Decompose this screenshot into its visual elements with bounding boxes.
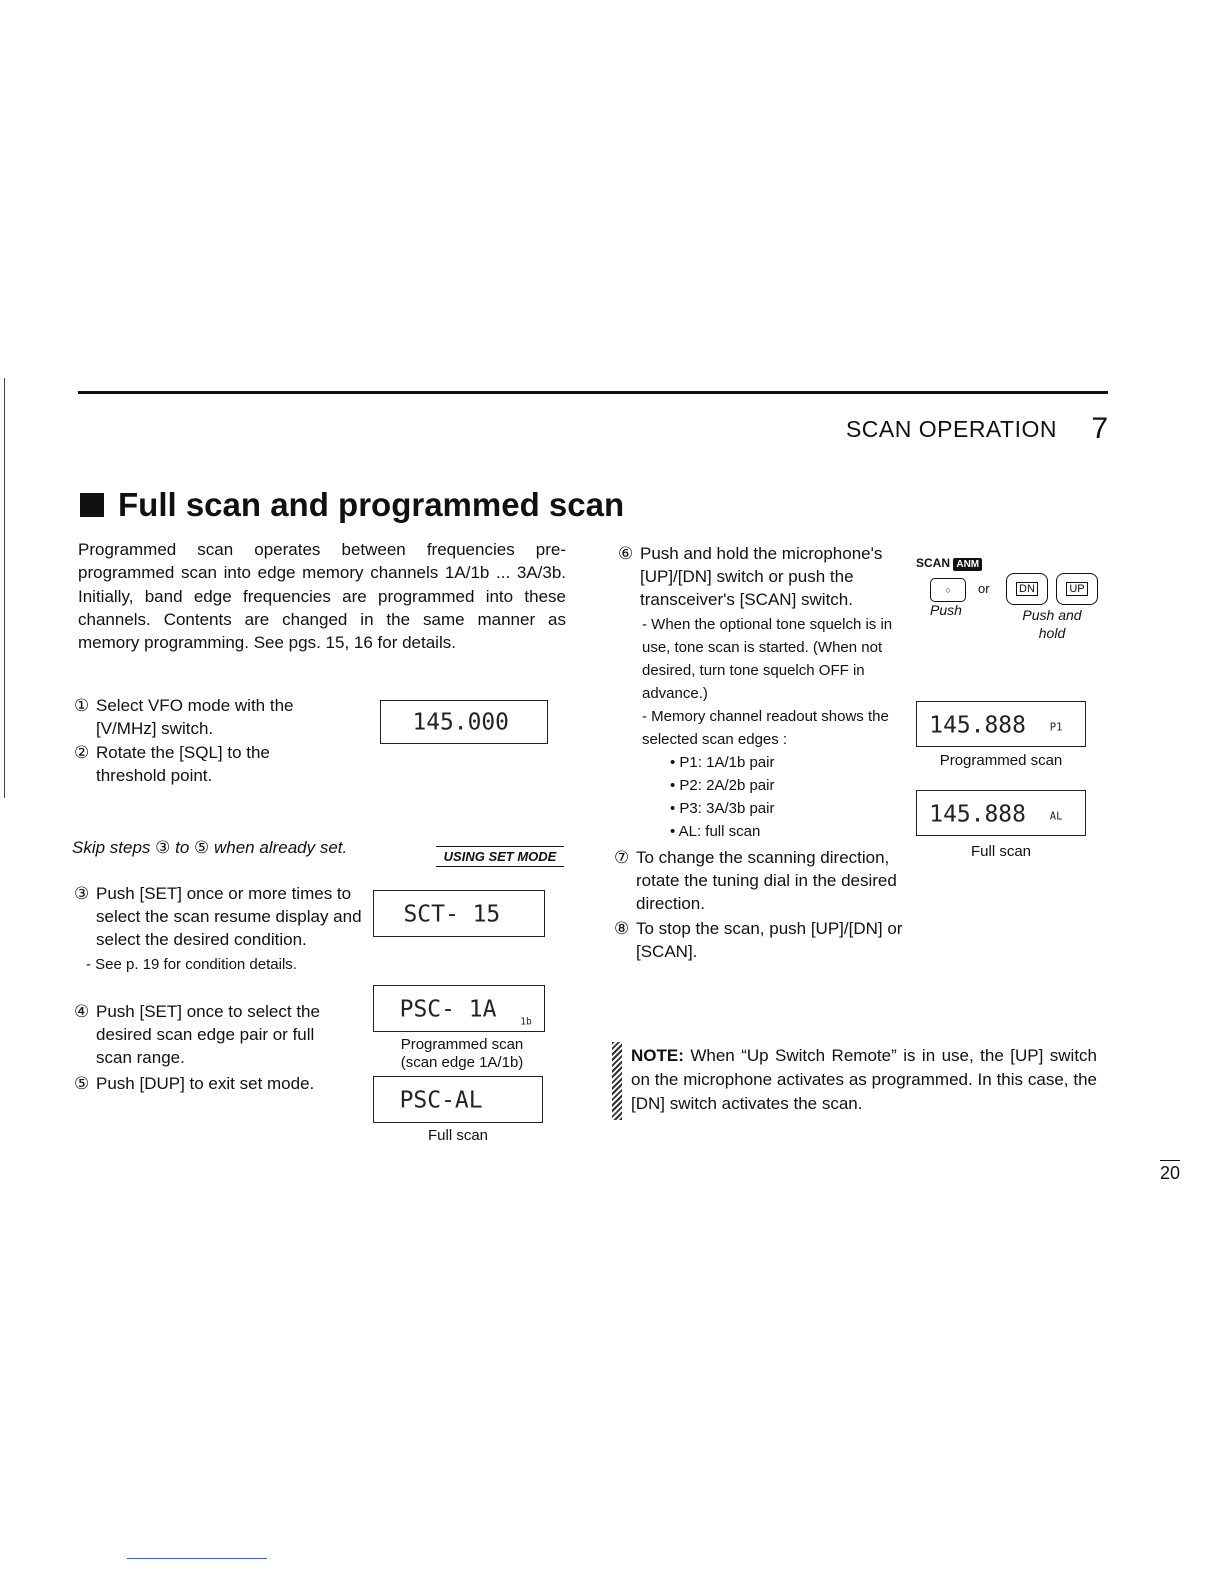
- section-header: SCAN OPERATION: [845, 416, 1057, 442]
- skip-note: Skip steps ③ to ⑤ when already set.: [72, 838, 348, 857]
- push-hold-line: hold: [1038, 625, 1066, 641]
- lcd-svg: [381, 701, 547, 743]
- note-text: When “Up Switch Remote” is in use, the [UP] switch on the microphone activates as programmed. In this case, the [DN] switch activates the scan.: [631, 1046, 1097, 1113]
- edge-pair-p3: • P3: 3A/3b pair: [670, 800, 775, 817]
- push-label: Push: [930, 602, 962, 618]
- lcd-svg: [374, 1077, 542, 1122]
- lcd-reading: 145.000: [412, 709, 509, 736]
- lcd-reading: 145.888: [929, 712, 1026, 739]
- step-3: [74, 882, 364, 976]
- step-number: ②: [74, 743, 90, 762]
- step-6-subnote-tone: - When the optional tone squelch is in use, tone scan is started. (When not desired, turn tone squelch OFF in advance.): [642, 616, 893, 702]
- step-number: ⑤: [74, 1074, 90, 1093]
- section-title: [80, 486, 624, 524]
- step-1: [74, 694, 354, 740]
- scan-key-label: [916, 556, 982, 570]
- step-text: Push [SET] once or more times to select the scan resume display and select the desired condition.: [96, 884, 362, 949]
- edge-pair-al: • AL: full scan: [670, 823, 761, 840]
- step-number: ⑦: [614, 848, 630, 867]
- note-block: [631, 1044, 1097, 1116]
- step-number: ①: [74, 696, 90, 715]
- up-label: UP: [1066, 582, 1087, 596]
- chapter-number: 7: [1091, 412, 1108, 445]
- caption-programmed-readout: Programmed scan: [939, 752, 1063, 769]
- using-set-mode-label: USING SET MODE: [436, 846, 564, 867]
- caption-line: Programmed scan: [400, 1036, 524, 1053]
- intro-paragraph: Programmed scan operates between frequencies pre-programmed scan into edge memory channels 1A/1b ... 3A/3b. Initially, band edge frequencies are programmed into these channels. Contents are changed in the same manner as memory programming. See pgs. 15, 16 for details.: [78, 540, 566, 653]
- edge-pair-p1: • P1: 1A/1b pair: [670, 754, 775, 771]
- step-text: To stop the scan, push [UP]/[DN] or [SCAN].: [636, 919, 903, 961]
- lcd-display-programmed-readout: [916, 701, 1086, 747]
- scan-label: SCAN: [916, 556, 951, 570]
- lcd-svg: [374, 986, 544, 1031]
- square-bullet-icon: [80, 493, 104, 517]
- lcd-edge-tag: AL: [1049, 810, 1063, 823]
- lcd-display-programmed-scan: [373, 985, 545, 1032]
- step-5: [74, 1072, 354, 1095]
- lcd-display-full-readout: [916, 790, 1086, 836]
- lcd-display-vfo: [380, 700, 548, 744]
- step-6-subnote-readout: - Memory channel readout shows the selected scan edges :: [642, 708, 889, 748]
- step-6: [618, 542, 910, 843]
- lcd-reading: SCT- 15: [403, 901, 501, 928]
- caption-line: (scan edge 1A/1b): [400, 1054, 524, 1071]
- step-number: ④: [74, 1002, 90, 1021]
- lcd-reading: PSC- 1A: [399, 996, 497, 1023]
- step-number: ⑧: [614, 919, 630, 938]
- section-title-text: Full scan and programmed scan: [118, 486, 625, 523]
- edge-pair-p2: • P2: 2A/2b pair: [670, 777, 775, 794]
- step-text: To change the scanning direction, rotate the tuning dial in the desired direction.: [636, 848, 897, 913]
- lcd-sub-reading: 1b: [520, 1016, 532, 1028]
- lcd-edge-tag: P1: [1049, 721, 1063, 734]
- step-2: [74, 741, 314, 787]
- note-label: NOTE:: [631, 1046, 684, 1065]
- step-text: Push and hold the microphone's [UP]/[DN] switch or push the transceiver's [SCAN] switch.: [640, 544, 883, 609]
- lcd-reading: PSC-AL: [399, 1087, 483, 1114]
- step-text: Select VFO mode with the [V/MHz] switch.: [96, 696, 294, 738]
- step-number: ③: [74, 884, 90, 903]
- anm-badge: ANM: [953, 558, 982, 571]
- bottom-rule: [127, 1558, 267, 1559]
- lcd-svg: [917, 702, 1085, 746]
- header-rule: [78, 391, 1108, 394]
- page-number: 20: [1160, 1160, 1180, 1184]
- step-8: [614, 917, 910, 963]
- step-number: ⑥: [618, 544, 634, 563]
- step-4: [74, 1000, 354, 1069]
- caption-programmed-scan: [373, 1036, 551, 1072]
- caption-full-readout: Full scan: [970, 843, 1032, 860]
- scan-button-icon: ○: [930, 578, 966, 602]
- up-key-icon: [1056, 573, 1098, 605]
- push-hold-line: Push and: [1022, 607, 1082, 623]
- caption-full-scan: Full scan: [427, 1127, 489, 1144]
- dn-label: DN: [1016, 582, 1038, 596]
- note-hatch-bar: [612, 1042, 622, 1120]
- lcd-display-full-scan: [373, 1076, 543, 1123]
- push-hold-label: [1010, 606, 1094, 642]
- step-7: [614, 846, 910, 915]
- or-text: or: [978, 581, 990, 596]
- step-text: Push [DUP] to exit set mode.: [96, 1074, 315, 1093]
- lcd-reading: 145.888: [929, 801, 1026, 828]
- dn-key-icon: [1006, 573, 1048, 605]
- lcd-svg: [374, 891, 544, 936]
- page-edge-line: [4, 378, 5, 798]
- step-text: Rotate the [SQL] to the threshold point.: [96, 743, 270, 785]
- lcd-display-scan-resume: [373, 890, 545, 937]
- step-text: Push [SET] once to select the desired scan edge pair or full scan range.: [96, 1002, 320, 1067]
- lcd-svg: [917, 791, 1085, 835]
- step-3-subnote: - See p. 19 for condition details.: [86, 956, 297, 973]
